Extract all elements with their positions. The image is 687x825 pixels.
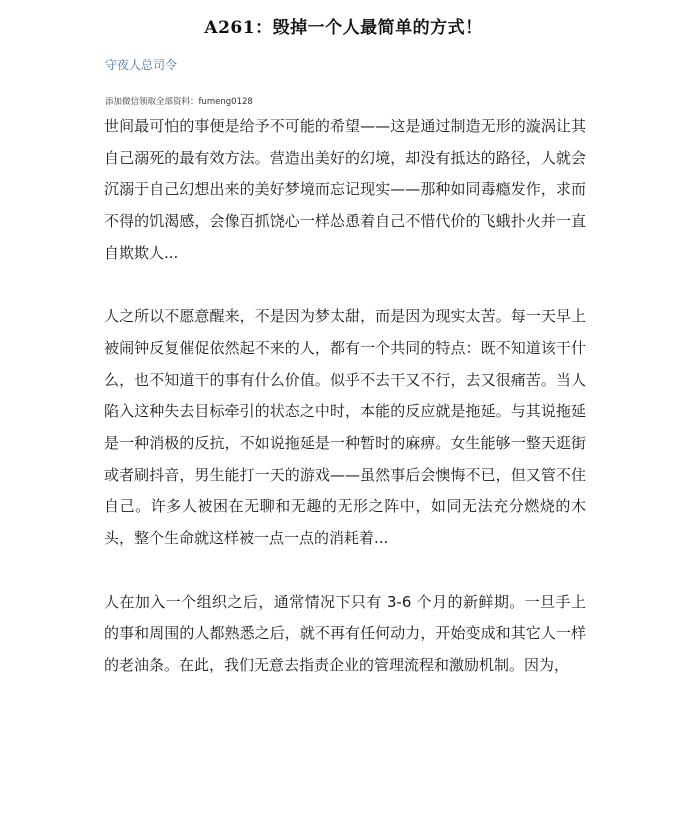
wechat-contact-note: 添加微信领取全部资料：fumeng0128 — [105, 97, 253, 107]
paragraph-1: 世间最可怕的事便是给予不可能的希望——这是通过制造无形的漩涡让其自己溺死的最有效方法。营造出美好的幻境，却没有抵达的路径，人就会沉溺于自己幻想出来的美好梦境而忘记现实——那种如同毒瘾发作，求而不得的饥渴感，会像百抓饶心一样怂恿着自己不惜代价的飞蛾扑火并一直自欺欺人... — [104, 117, 586, 262]
document-title: A261：毁掉一个人最简单的方式！ — [204, 18, 483, 38]
article-body — [104, 111, 586, 682]
paragraph-2: 人之所以不愿意醒来，不是因为梦太甜，而是因为现实太苦。每一天早上被闹钟反复催促依然起不来的人，都有一个共同的特点：既不知道该干什么，也不知道干的事有什么价值。似乎不去干又不行，去又很痛苦。当人陷入这种失去目标牵引的状态之中时，本能的反应就是拖延。与其说拖延是一种消极的反抗，不如说拖延是一种暂时的麻痹。女生能够一整天逛街或者刷抖音，男生能打一天的游戏——虽然事后会懊悔不已，但又管不住自己。许多人被困在无聊和无趣的无形之阵中，如同无法充分燃烧的木头，整个生命就这样被一点一点的消耗着... — [104, 307, 586, 548]
author-name: 守夜人总司令 — [105, 58, 178, 72]
paragraph-3: 人在加入一个组织之后，通常情况下只有 3-6 个月的新鲜期。一旦手上的事和周围的人都熟悉之后，就不再有任何动力，开始变成和其它人一样的老油条。在此，我们无意去指责企业的管理流程和激励机制。因为， — [104, 592, 586, 674]
